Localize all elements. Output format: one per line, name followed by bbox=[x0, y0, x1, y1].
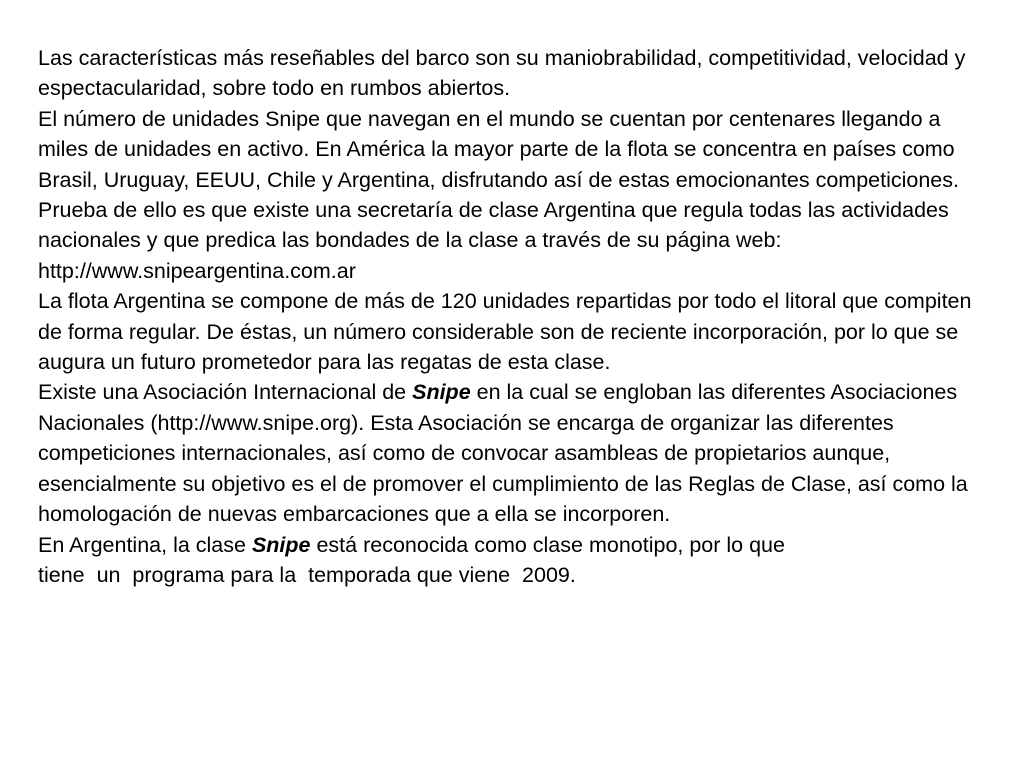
season-program-line: tiene un programa para la temporada que viene 2009. bbox=[38, 562, 576, 587]
paragraph-world-fleet bbox=[38, 104, 973, 286]
monotype-text-after: está reconocida como clase monotipo, por lo que bbox=[310, 532, 785, 557]
slide-text-body bbox=[38, 43, 973, 590]
paragraph-features: Las características más reseñables del barco son su maniobrabilidad, competitividad, velocidad y espectacularidad, sobre todo en rumbos abiertos. bbox=[38, 46, 966, 101]
paragraph-world-fleet-text: El número de unidades Snipe que navegan en el mundo se cuentan por centenares llegando a miles de unidades en activo. En América la mayor parte de la flota se concentra en países como Brasil, Uruguay, EEUU, Chile y Argentina, disfrutando así de estas emocionantes competiciones. Prueba de ello es que existe una secretaría de clase Argentina que regula todas las actividades nacionales y que predica las bondades de la clase a través de su página web: bbox=[38, 106, 959, 253]
paragraph-international-association bbox=[38, 377, 973, 529]
snipe-brand-name: Snipe bbox=[412, 380, 471, 405]
snipe-argentina-url: http://www.snipeargentina.com.ar bbox=[38, 258, 356, 283]
paragraph-monotype-class bbox=[38, 530, 973, 591]
association-text-after: en la cual se engloban las diferentes Asociaciones Nacionales (http://www.snipe.org). Esta Asociación se encarga de organizar las diferentes competiciones internacionales, así como de convocar asambleas de propietarios aunque, esencialmente su objetivo es el de promover el cumplimiento de las Reglas de Clase, así como la homologación de nuevas embarcaciones que a ella se incorporen. bbox=[38, 380, 968, 527]
association-text-before: Existe una Asociación Internacional de bbox=[38, 380, 413, 405]
monotype-text-before: En Argentina, la clase bbox=[38, 532, 252, 557]
paragraph-argentina-fleet: La flota Argentina se compone de más de 120 unidades repartidas por todo el litoral que compiten de forma regular. De éstas, un número considerable son de reciente incorporación, por lo que se augura un futuro prometedor para las regatas de esta clase. bbox=[38, 289, 972, 375]
snipe-brand-name: Snipe bbox=[251, 532, 311, 557]
